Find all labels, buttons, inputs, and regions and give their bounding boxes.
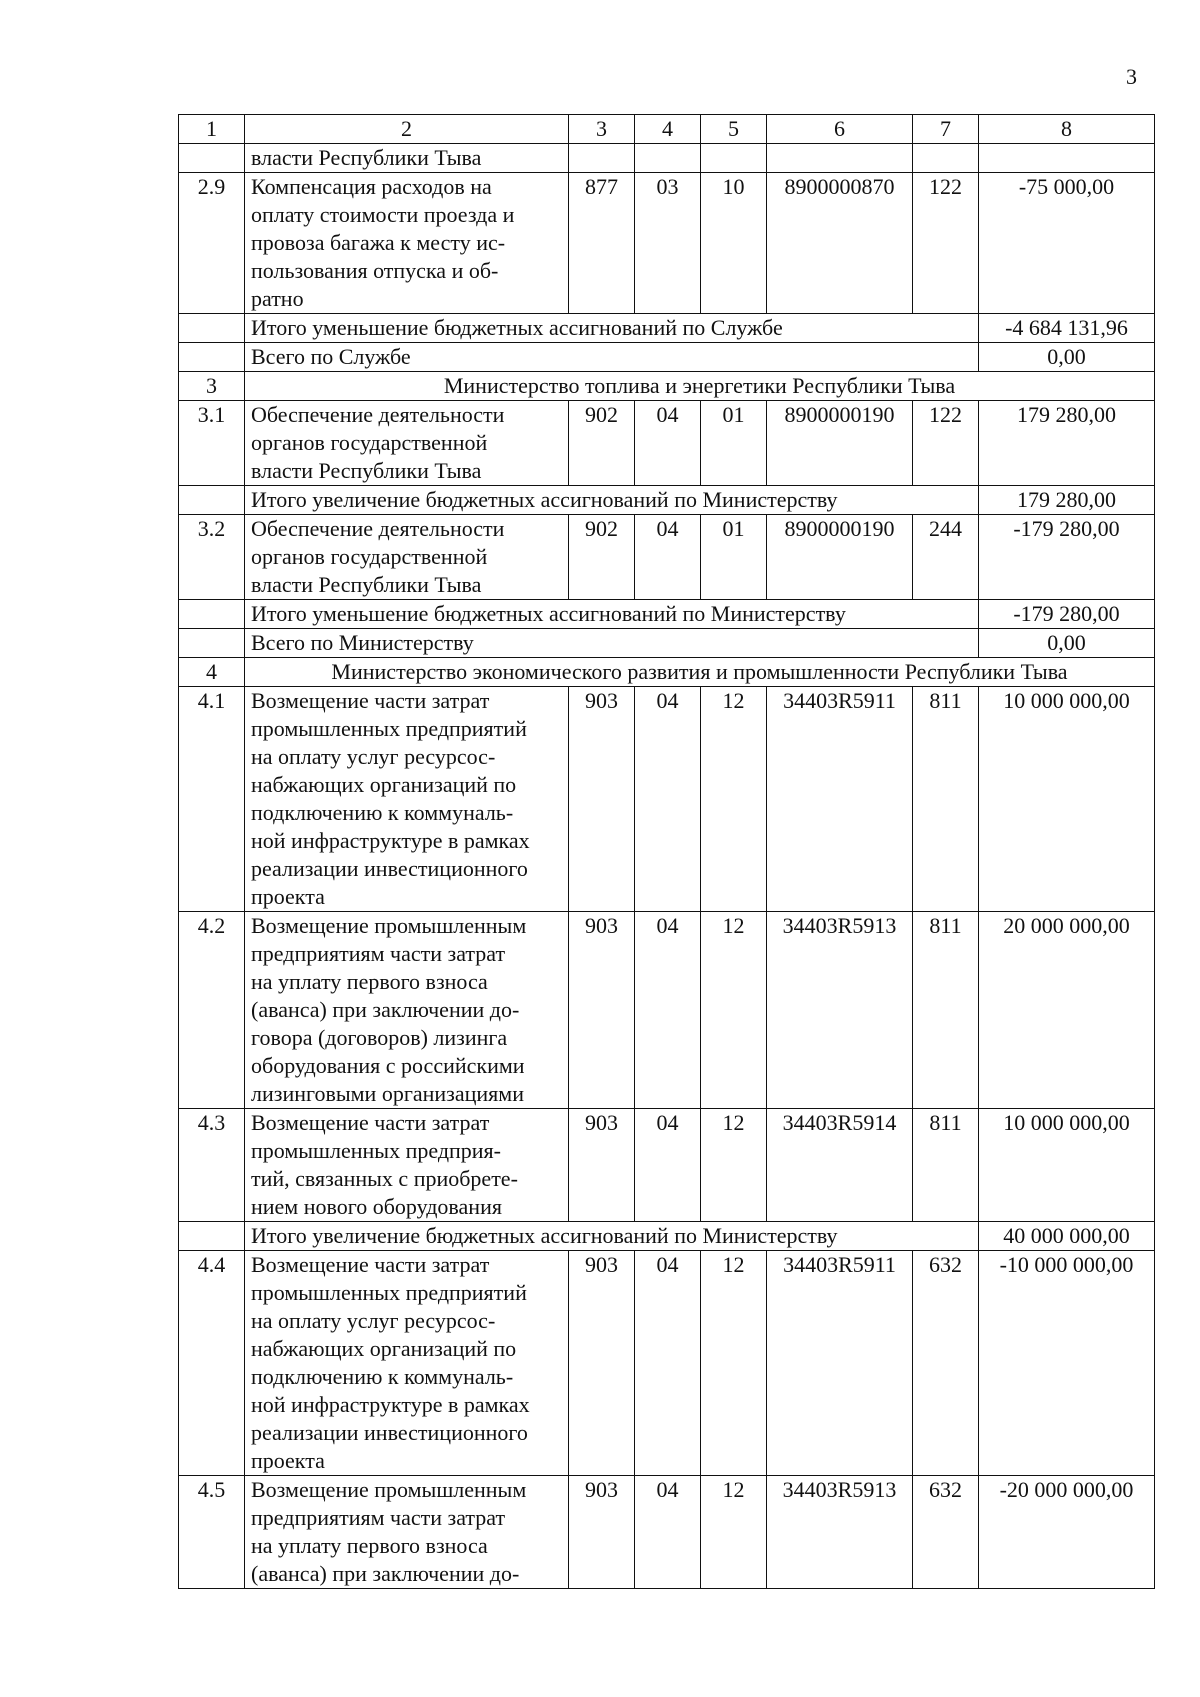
table-row	[179, 687, 1155, 912]
row-name-cell: Возмещение части затрат промышленных предприятий на оплату услуг ресурсос- набжающих организаций по подключению к коммуналь- ной инфраструктуре в рамках реализации инвестиционного проекта	[245, 687, 569, 912]
amount-cell: 10 000 000,00	[979, 687, 1155, 912]
amount-cell: -20 000 000,00	[979, 1476, 1155, 1589]
row-number-cell	[179, 486, 245, 515]
header-row	[179, 115, 1155, 144]
row-name-cell: Компенсация расходов на оплату стоимости проезда и провоза багажа к месту ис- пользования отпуска и об- ратно	[245, 173, 569, 314]
target-article-cell: 34403R5913	[767, 912, 913, 1109]
summary-row	[179, 314, 1155, 343]
header-cell: 4	[635, 115, 701, 144]
row-number-cell	[179, 629, 245, 658]
row-number-cell: 4.2	[179, 912, 245, 1109]
amount-cell: -75 000,00	[979, 173, 1155, 314]
empty-cell	[979, 144, 1155, 173]
target-article-cell: 8900000870	[767, 173, 913, 314]
expense-type-cell: 122	[913, 173, 979, 314]
ministry-code-cell: 903	[569, 1251, 635, 1476]
summary-row	[179, 629, 1155, 658]
row-number-cell	[179, 314, 245, 343]
row-number-cell: 4.3	[179, 1109, 245, 1222]
expense-type-cell: 811	[913, 687, 979, 912]
amount-cell: 10 000 000,00	[979, 1109, 1155, 1222]
ministry-code-cell: 903	[569, 1109, 635, 1222]
row-name-cell: Обеспечение деятельности органов государственной власти Республики Тыва	[245, 515, 569, 600]
section-number-cell: 4	[179, 658, 245, 687]
ministry-code-cell: 877	[569, 173, 635, 314]
summary-text-cell: Итого уменьшение бюджетных ассигнований по Службе	[245, 314, 979, 343]
section-row	[179, 658, 1155, 687]
continuation-row	[179, 144, 1155, 173]
table-row	[179, 1476, 1155, 1589]
subsection-code-cell: 12	[701, 1109, 767, 1222]
empty-cell	[569, 144, 635, 173]
section-title-cell: Министерство экономического развития и промышленности Республики Тыва	[245, 658, 1155, 687]
table-row	[179, 1109, 1155, 1222]
section-title-cell: Министерство топлива и энергетики Республики Тыва	[245, 372, 1155, 401]
header-cell: 5	[701, 115, 767, 144]
amount-cell: 20 000 000,00	[979, 912, 1155, 1109]
row-number-cell: 2.9	[179, 173, 245, 314]
section-code-cell: 04	[635, 401, 701, 486]
section-row	[179, 372, 1155, 401]
target-article-cell: 34403R5913	[767, 1476, 913, 1589]
summary-text-cell: Всего по Службе	[245, 343, 979, 372]
summary-row	[179, 486, 1155, 515]
section-code-cell: 04	[635, 515, 701, 600]
expense-type-cell: 632	[913, 1251, 979, 1476]
empty-cell	[767, 144, 913, 173]
empty-cell	[913, 144, 979, 173]
table-body	[179, 115, 1155, 1589]
ministry-code-cell: 903	[569, 912, 635, 1109]
ministry-code-cell: 903	[569, 1476, 635, 1589]
row-number-cell: 4.5	[179, 1476, 245, 1589]
target-article-cell: 34403R5911	[767, 687, 913, 912]
row-name-cell: Возмещение промышленным предприятиям части затрат на уплату первого взноса (аванса) при заключении до-	[245, 1476, 569, 1589]
row-name-cell: Возмещение промышленным предприятиям части затрат на уплату первого взноса (аванса) при заключении до- говора (договоров) лизинга оборудования с российскими лизинговыми организациями	[245, 912, 569, 1109]
table-row	[179, 1251, 1155, 1476]
section-number-cell: 3	[179, 372, 245, 401]
empty-cell	[701, 144, 767, 173]
amount-cell: -10 000 000,00	[979, 1251, 1155, 1476]
amount-cell: -179 280,00	[979, 515, 1155, 600]
summary-row	[179, 343, 1155, 372]
summary-text-cell: Итого увеличение бюджетных ассигнований по Министерству	[245, 1222, 979, 1251]
subsection-code-cell: 12	[701, 1251, 767, 1476]
amount-cell: 179 280,00	[979, 486, 1155, 515]
section-code-cell: 04	[635, 912, 701, 1109]
subsection-code-cell: 10	[701, 173, 767, 314]
row-name-cell: Возмещение части затрат промышленных предприя- тий, связанных с приобрете- нием нового оборудования	[245, 1109, 569, 1222]
expense-type-cell: 811	[913, 1109, 979, 1222]
row-number-cell: 4.4	[179, 1251, 245, 1476]
summary-text-cell: Итого увеличение бюджетных ассигнований по Министерству	[245, 486, 979, 515]
row-name-cell: Обеспечение деятельности органов государственной власти Республики Тыва	[245, 401, 569, 486]
amount-cell: 0,00	[979, 343, 1155, 372]
row-number-cell	[179, 600, 245, 629]
target-article-cell: 8900000190	[767, 401, 913, 486]
summary-text-cell: Итого уменьшение бюджетных ассигнований по Министерству	[245, 600, 979, 629]
section-code-cell: 04	[635, 1476, 701, 1589]
empty-cell	[635, 144, 701, 173]
subsection-code-cell: 12	[701, 1476, 767, 1589]
header-cell: 2	[245, 115, 569, 144]
section-code-cell: 04	[635, 1251, 701, 1476]
header-cell: 1	[179, 115, 245, 144]
table-row	[179, 515, 1155, 600]
ministry-code-cell: 903	[569, 687, 635, 912]
subsection-code-cell: 01	[701, 515, 767, 600]
summary-row	[179, 1222, 1155, 1251]
header-cell: 6	[767, 115, 913, 144]
target-article-cell: 34403R5914	[767, 1109, 913, 1222]
row-number-cell: 3.1	[179, 401, 245, 486]
row-number-cell	[179, 1222, 245, 1251]
subsection-code-cell: 12	[701, 912, 767, 1109]
ministry-code-cell: 902	[569, 401, 635, 486]
row-number-cell	[179, 343, 245, 372]
amount-cell: 179 280,00	[979, 401, 1155, 486]
table-row	[179, 173, 1155, 314]
expense-type-cell: 122	[913, 401, 979, 486]
header-cell: 8	[979, 115, 1155, 144]
section-code-cell: 04	[635, 1109, 701, 1222]
section-code-cell: 03	[635, 173, 701, 314]
ministry-code-cell: 902	[569, 515, 635, 600]
table-row	[179, 401, 1155, 486]
table-row	[179, 912, 1155, 1109]
section-code-cell: 04	[635, 687, 701, 912]
expense-type-cell: 811	[913, 912, 979, 1109]
budget-table	[178, 114, 1155, 1589]
summary-row	[179, 600, 1155, 629]
row-name-cell: власти Республики Тыва	[245, 144, 569, 173]
target-article-cell: 8900000190	[767, 515, 913, 600]
subsection-code-cell: 12	[701, 687, 767, 912]
expense-type-cell: 632	[913, 1476, 979, 1589]
header-cell: 3	[569, 115, 635, 144]
amount-cell: 0,00	[979, 629, 1155, 658]
subsection-code-cell: 01	[701, 401, 767, 486]
amount-cell: -4 684 131,96	[979, 314, 1155, 343]
row-number-cell	[179, 144, 245, 173]
summary-text-cell: Всего по Министерству	[245, 629, 979, 658]
header-cell: 7	[913, 115, 979, 144]
row-number-cell: 4.1	[179, 687, 245, 912]
expense-type-cell: 244	[913, 515, 979, 600]
page-number: 3	[1126, 64, 1137, 89]
amount-cell: -179 280,00	[979, 600, 1155, 629]
row-number-cell: 3.2	[179, 515, 245, 600]
amount-cell: 40 000 000,00	[979, 1222, 1155, 1251]
row-name-cell: Возмещение части затрат промышленных предприятий на оплату услуг ресурсос- набжающих организаций по подключению к коммуналь- ной инфраструктуре в рамках реализации инвестиционного проекта	[245, 1251, 569, 1476]
target-article-cell: 34403R5911	[767, 1251, 913, 1476]
